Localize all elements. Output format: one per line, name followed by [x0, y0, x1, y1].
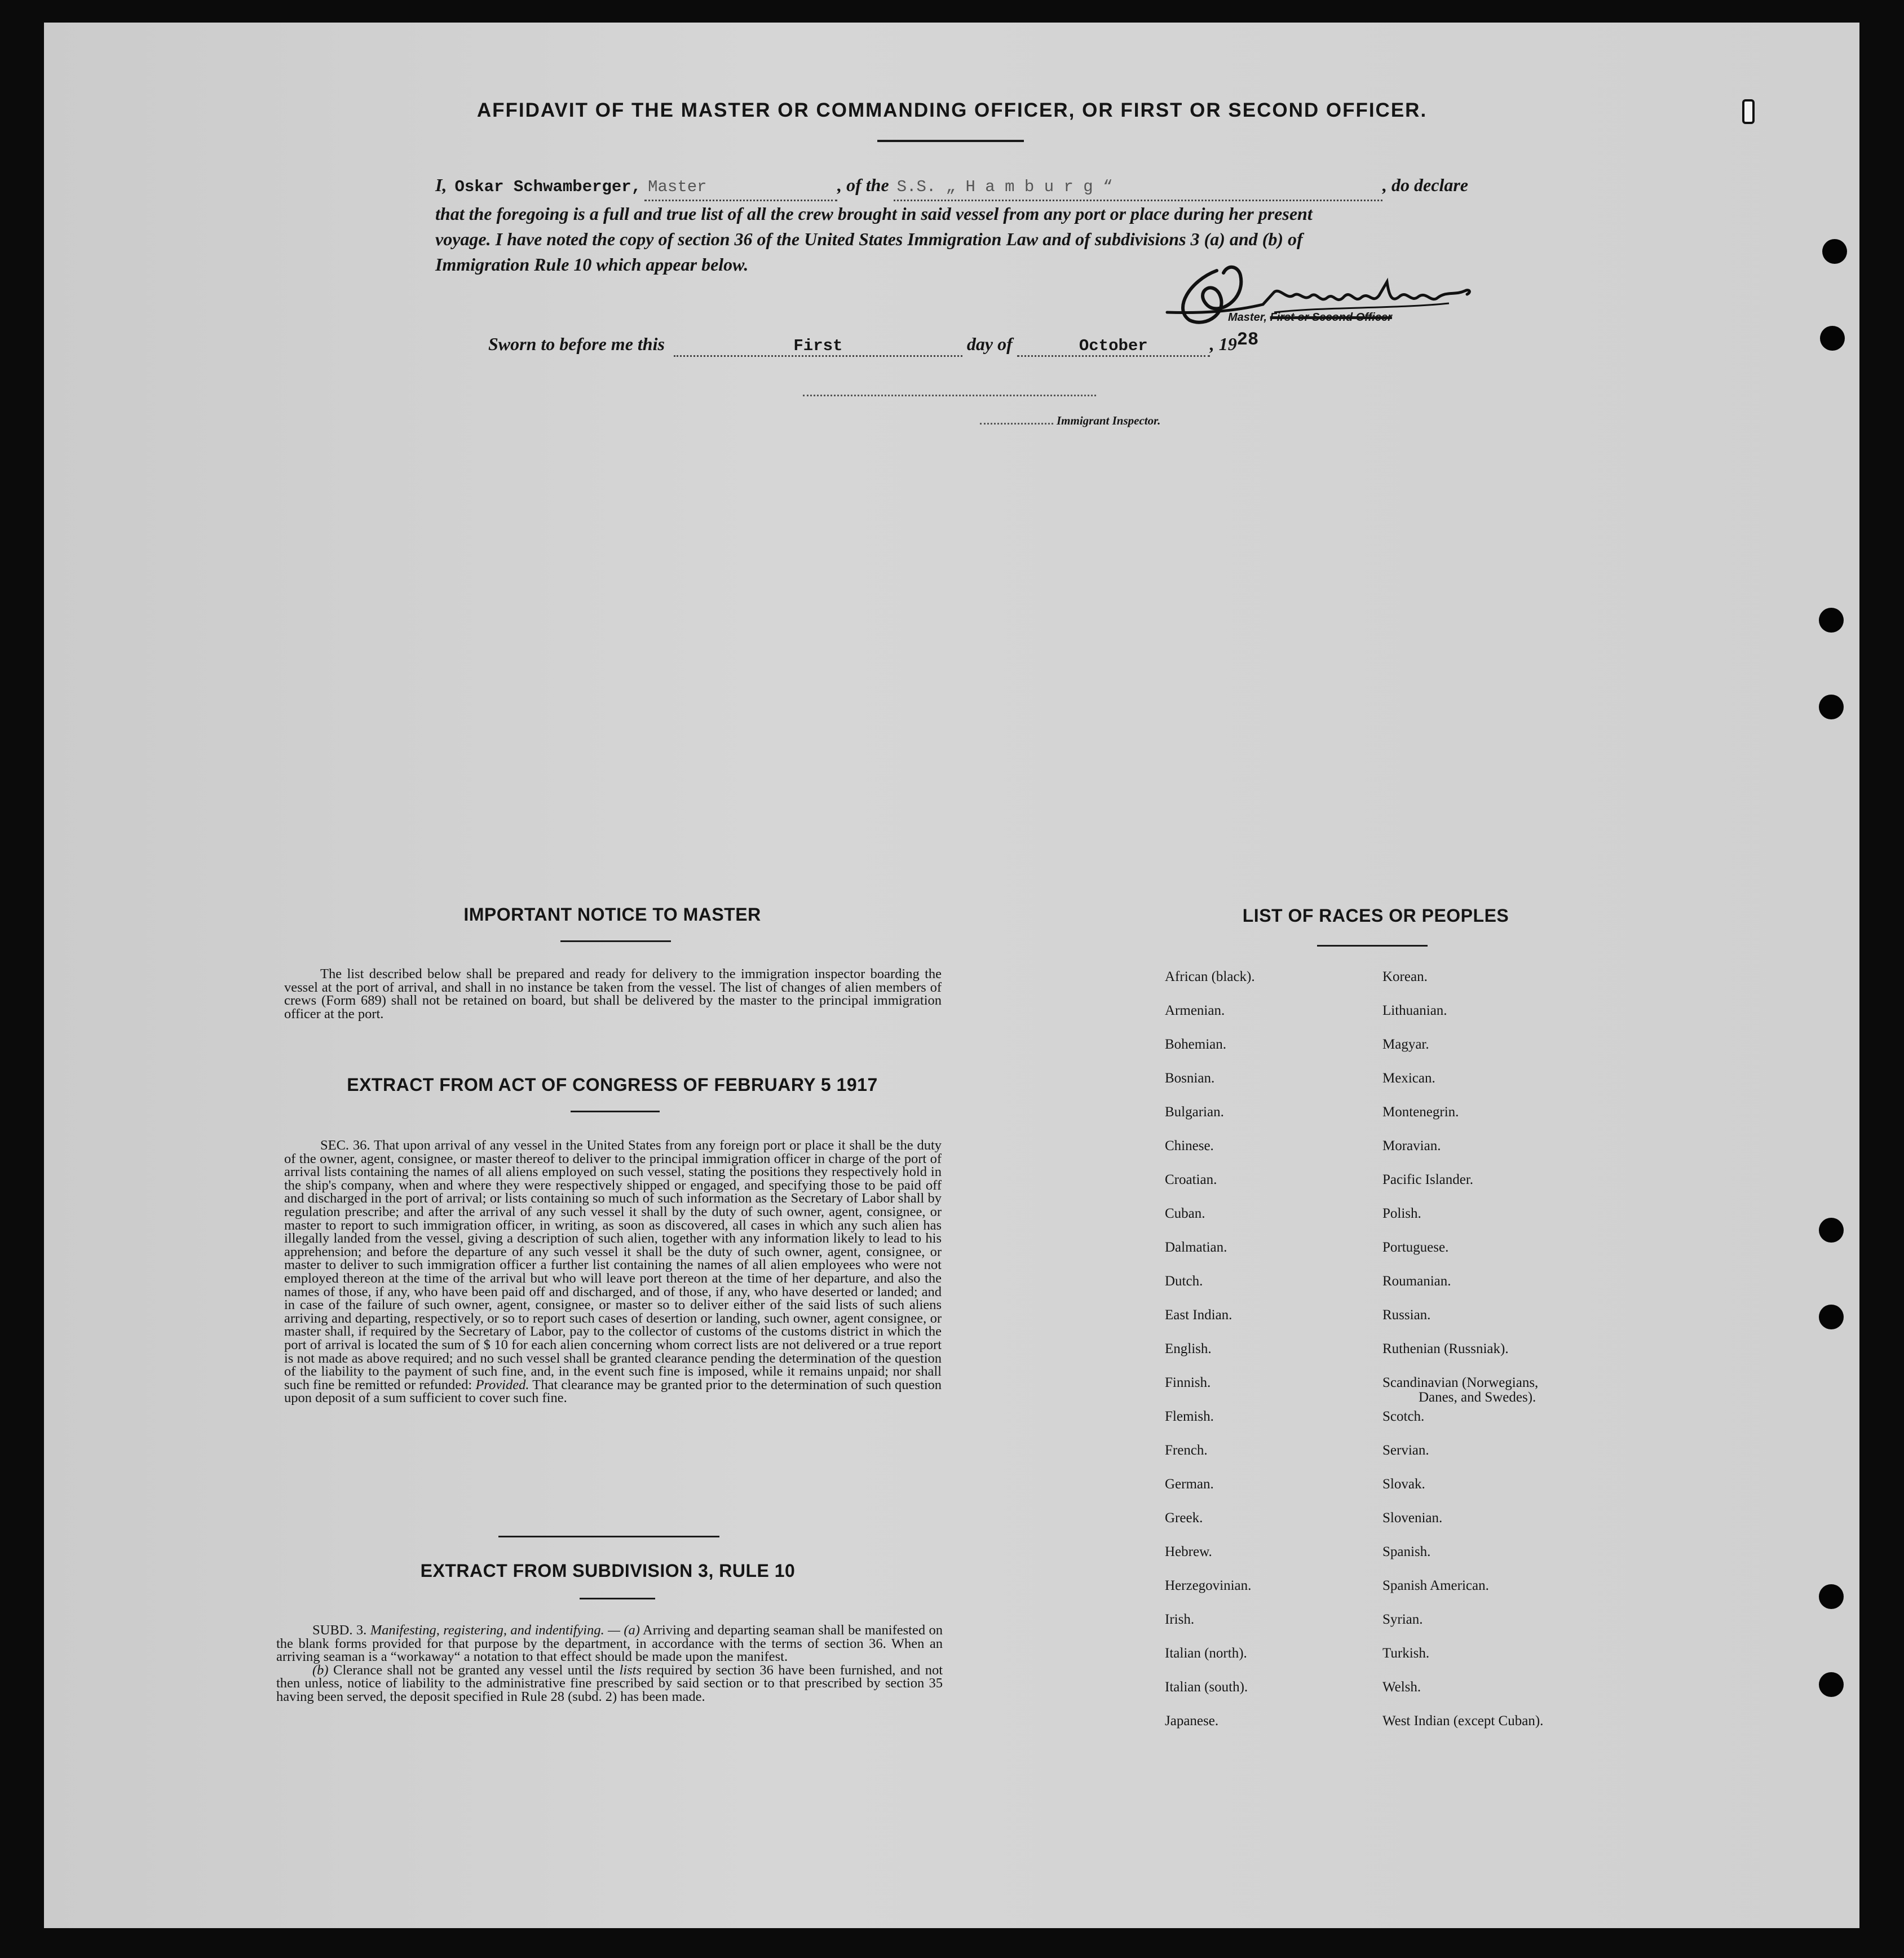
race-item-left: Japanese. — [1165, 1713, 1219, 1729]
declaration-line-3: voyage. I have noted the copy of section 36 of the United States Immigration Law and of subdivisions 3 (a) and (b) of — [435, 229, 1303, 249]
race-item-right: West Indian (except Cuban). — [1382, 1713, 1544, 1729]
rule-heading-rule — [580, 1598, 655, 1599]
race-item-right: Welsh. — [1382, 1679, 1421, 1695]
sworn-month: October — [1017, 337, 1210, 357]
rule-subd-a: SUBD. 3. Manifesting, registering, and indentifying. — (a) Arriving and departing seaman shall be manifested on the blank forms provided for that purpose by the department, in accordance with the terms of section 36. When an arriving seaman is a “workaway“ a notation to that effect should be made upon the manifest. — [276, 1623, 943, 1665]
race-item-left: Bosnian. — [1165, 1071, 1215, 1086]
race-item-right: Korean. — [1382, 969, 1428, 984]
race-item-right: Portuguese. — [1382, 1240, 1449, 1255]
race-item-left: Armenian. — [1165, 1003, 1225, 1018]
declaration-line-1 — [435, 173, 1468, 201]
rule-text — [276, 1624, 943, 1704]
punch-hole — [1820, 326, 1845, 351]
punch-hole — [1819, 1672, 1844, 1697]
year-prefix: , 19 — [1209, 334, 1237, 354]
inspector-caption — [980, 414, 1160, 428]
race-item-left: Finnish. — [1165, 1375, 1211, 1390]
race-item-right: Ruthenian (Russniak). — [1382, 1341, 1509, 1356]
punch-hole — [1819, 695, 1844, 719]
race-item-left: Italian (south). — [1165, 1679, 1248, 1695]
race-item-left: Dutch. — [1165, 1274, 1203, 1289]
race-item-right: Mexican. — [1382, 1071, 1435, 1086]
race-item-right: Moravian. — [1382, 1138, 1441, 1153]
race-item-right: Pacific Islander. — [1382, 1172, 1474, 1187]
race-item-right: Russian. — [1382, 1307, 1431, 1323]
punch-hole — [1819, 1584, 1844, 1609]
declarant-rank: Master — [644, 174, 837, 201]
punch-hole — [1819, 1218, 1844, 1243]
race-item-left: Cuban. — [1165, 1206, 1205, 1221]
race-item-right: Spanish American. — [1382, 1578, 1489, 1593]
vessel-name: S.S. „ H a m b u r g “ — [894, 174, 1382, 201]
race-item-left: Irish. — [1165, 1612, 1195, 1627]
race-item-left: African (black). — [1165, 969, 1255, 984]
act-text: SEC. 36. That upon arrival of any vessel in the United States from any foreign port or place it shall be the duty of the owner, agent, consignee, or master thereof to deliver to the principal immigration officer in charge of the port of arrival lists containing the names of all aliens employed on such vessel, stating the positions they respectively hold in the ship's company, when and where they were respectively shipped or engaged, and specifying those to be paid off and discharged in the port of arrival; or lists containing so much of such information as the Secretary of Labor shall by regulation prescribe; and after the arrival of any such vessel it shall by the duty of such owner, agent, consignee, or master to report to such immigration officer, in writing, as soon as discovered, all cases in which any such alien has illegally landed from the vessel, giving a description of such alien, together with any information likely to lead to his apprehension; and before the departure of any such vessel it shall be the duty of such owner, agent, consignee, or master to deliver to such immigration officer a further list containing the names of all alien employees who were not employed thereon at the time of the arrival but who will leave port thereon at the time of her departure, and also the names of those, if any, who have been paid off and discharged, and of those, if any, who have deserted or landed; and in case of the failure of such owner, agent, consignee, or master so to deliver either of the said lists of such aliens arriving and departing, respectively, or so to report such cases of desertion or landing, such owner, agent consignee, or master shall, if required by the Secretary of Labor, pay to the collector of customs of the customs district in which the port of arrival is located the sum of $ 10 for each alien concerning whom correct lists are not delivered or a true report is not made as above required; and no such vessel shall be granted clearance pending the determination of the question of the liability to the payment of such fine, and, in the event such fine is imposed, while it remains unpaid; nor shall such fine be remitted or refunded: Provided. That clearance may be granted prior to the determination of such question upon deposit of a sum sufficient to cover such fine. — [284, 1138, 942, 1406]
notice-rule — [560, 940, 671, 942]
i-prefix: I, — [435, 175, 447, 195]
signature-caption — [1228, 311, 1392, 324]
declaration-line-4: Immigration Rule 10 which appear below. — [435, 254, 749, 275]
title-rule — [877, 140, 1024, 142]
notice-text: The list described below shall be prepared and ready for delivery to the immigration inspector boarding the vessel at the port of arrival, and shall in no instance be taken from the vessel. The list of changes of alien members of crews (Form 689) shall not be retained on board, but shall be delivered by the master to the principal immigration officer at the port. — [284, 966, 942, 1022]
race-item-left: East Indian. — [1165, 1307, 1232, 1323]
of-the-label: , of the — [837, 175, 889, 195]
race-item-right: Polish. — [1382, 1206, 1421, 1221]
race-item-right: Spanish. — [1382, 1544, 1431, 1559]
race-item-continuation: Danes, and Swedes). — [1419, 1390, 1536, 1405]
sworn-prefix: Sworn to before me this — [488, 334, 665, 354]
race-item-right: Servian. — [1382, 1443, 1429, 1458]
race-item-left: Hebrew. — [1165, 1544, 1212, 1559]
race-item-left: German. — [1165, 1477, 1214, 1492]
inspector-label: Immigrant Inspector. — [1057, 414, 1161, 427]
race-item-right: Turkish. — [1382, 1646, 1430, 1661]
signature-caption-master: Master, — [1228, 311, 1267, 324]
act-end-rule — [498, 1536, 719, 1537]
act-heading: EXTRACT FROM ACT OF CONGRESS OF FEBRUARY 5 1917 — [347, 1075, 878, 1095]
race-item-left: Bulgarian. — [1165, 1104, 1224, 1120]
signature-caption-struck: First or Second Officer — [1270, 311, 1392, 324]
race-item-right: Roumanian. — [1382, 1274, 1451, 1289]
sworn-day: First — [674, 337, 962, 357]
punch-hole — [1822, 239, 1847, 264]
act-rule — [571, 1111, 660, 1112]
sworn-line — [488, 329, 1317, 357]
race-item-right: Magyar. — [1382, 1037, 1429, 1052]
race-item-left: French. — [1165, 1443, 1208, 1458]
race-item-right: Slovak. — [1382, 1477, 1425, 1492]
races-heading: LIST OF RACES OR PEOPLES — [1242, 905, 1509, 926]
race-item-left: Bohemian. — [1165, 1037, 1227, 1052]
race-item-right: Slovenian. — [1382, 1510, 1443, 1526]
race-item-left: English. — [1165, 1341, 1212, 1356]
notice-heading: IMPORTANT NOTICE TO MASTER — [463, 904, 761, 925]
punch-hole — [1819, 1305, 1844, 1329]
do-declare-label: , do declare — [1382, 175, 1468, 195]
day-of-label: day of — [966, 334, 1013, 354]
race-item-left: Chinese. — [1165, 1138, 1214, 1153]
declaration-line-2: that the foregoing is a full and true list of all the crew brought in said vessel from any port or place during her present — [435, 204, 1313, 224]
affidavit-title: AFFIDAVIT OF THE MASTER OR COMMANDING OFFICER, OR FIRST OR SECOND OFFICER. — [476, 99, 1428, 121]
race-item-right: Lithuanian. — [1382, 1003, 1447, 1018]
rule-heading: EXTRACT FROM SUBDIVISION 3, RULE 10 — [420, 1561, 796, 1581]
race-item-left: Flemish. — [1165, 1409, 1214, 1424]
rule-subd-b: (b) Clerance shall not be granted any vessel until the lists required by section 36 have been furnished, and not then unless, notice of liability to the administrative fine prescribed by said section or to that prescribed by section 35 having been served, the deposit specified in Rule 28 (subd. 2) has been made. — [276, 1662, 943, 1704]
race-item-right: Montenegrin. — [1382, 1104, 1459, 1120]
year-suffix: 28 — [1236, 329, 1259, 350]
punch-hole — [1819, 608, 1844, 633]
race-item-left: Italian (north). — [1165, 1646, 1247, 1661]
races-rule — [1317, 945, 1428, 947]
declarant-name: Oskar Schwamberger, — [454, 178, 642, 196]
race-item-left: Dalmatian. — [1165, 1240, 1227, 1255]
race-item-left: Herzegovinian. — [1165, 1578, 1252, 1593]
race-item-left: Greek. — [1165, 1510, 1203, 1526]
inspector-signature-line — [803, 395, 1096, 396]
race-item-right: Syrian. — [1382, 1612, 1423, 1627]
race-item-left: Croatian. — [1165, 1172, 1217, 1187]
race-item-right: Scotch. — [1382, 1409, 1425, 1424]
race-item-right: Scandinavian (Norwegians, — [1382, 1375, 1539, 1390]
